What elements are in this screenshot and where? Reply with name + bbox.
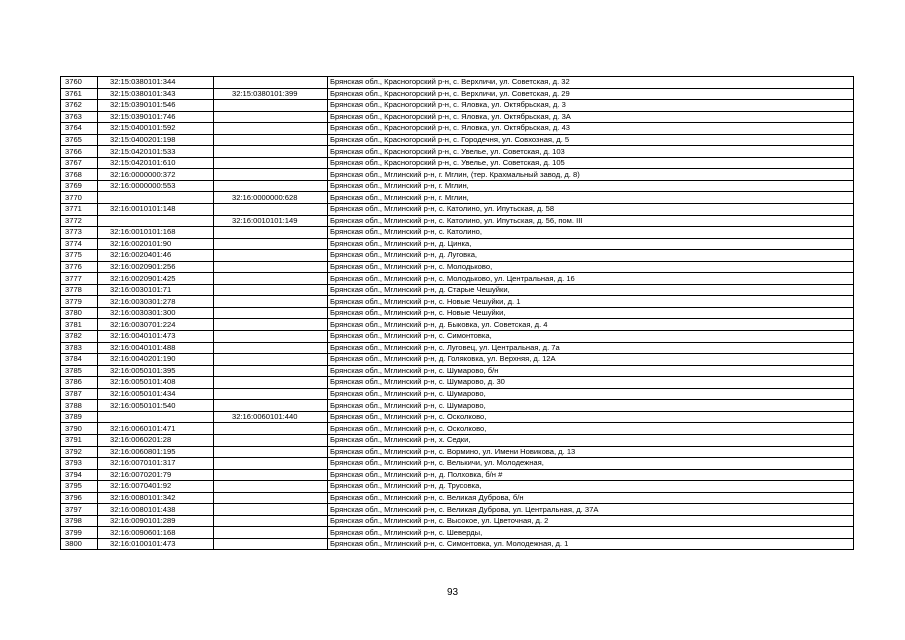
table-row <box>61 458 854 470</box>
cadastral-number-cell: 32:15:0400201:198 <box>98 134 214 146</box>
table-row <box>61 538 854 550</box>
table-row <box>61 342 854 354</box>
row-number-cell: 3798 <box>61 515 98 527</box>
table-row <box>61 238 854 250</box>
previous-cadastral-number-cell <box>214 388 328 400</box>
page-number: 93 <box>446 587 459 598</box>
address-cell: Брянская обл., Мглинский р-н, с. Велькичи, ул. Молодежная, <box>328 458 854 470</box>
previous-cadastral-number-cell <box>214 238 328 250</box>
row-number-cell: 3793 <box>61 458 98 470</box>
previous-cadastral-number-cell <box>214 180 328 192</box>
cadastral-number-cell: 32:16:0060101:471 <box>98 423 214 435</box>
address-cell: Брянская обл., Красногорский р-н, с. Яловка, ул. Октябрьская, д. 43 <box>328 123 854 135</box>
table-row <box>61 515 854 527</box>
previous-cadastral-number-cell <box>214 469 328 481</box>
cadastral-number-cell: 32:16:0060801:195 <box>98 446 214 458</box>
table-row <box>61 492 854 504</box>
previous-cadastral-number-cell <box>214 423 328 435</box>
cadastral-number-cell: 32:15:0420101:610 <box>98 157 214 169</box>
previous-cadastral-number-cell <box>214 169 328 181</box>
row-number-cell: 3773 <box>61 227 98 239</box>
address-cell: Брянская обл., Мглинский р-н, д. Цинка, <box>328 238 854 250</box>
cadastral-number-cell: 32:16:0080101:438 <box>98 504 214 516</box>
cadastral-number-cell: 32:16:0030101:71 <box>98 284 214 296</box>
address-cell: Брянская обл., Мглинский р-н, с. Шумарово, <box>328 400 854 412</box>
table-row <box>61 261 854 273</box>
row-number-cell: 3764 <box>61 123 98 135</box>
table-row <box>61 100 854 112</box>
table-row <box>61 227 854 239</box>
previous-cadastral-number-cell <box>214 515 328 527</box>
previous-cadastral-number-cell: 32:15:0380101:399 <box>214 88 328 100</box>
cadastral-number-cell: 32:15:0400101:592 <box>98 123 214 135</box>
cadastral-number-cell: 32:16:0090101:289 <box>98 515 214 527</box>
address-cell: Брянская обл., Мглинский р-н, с. Католино, ул. Ипутьская, д. 58 <box>328 204 854 216</box>
table-row <box>61 296 854 308</box>
previous-cadastral-number-cell <box>214 527 328 539</box>
row-number-cell: 3779 <box>61 296 98 308</box>
address-cell: Брянская обл., Мглинский р-н, с. Шумарово, д. 30 <box>328 377 854 389</box>
row-number-cell: 3781 <box>61 319 98 331</box>
previous-cadastral-number-cell <box>214 146 328 158</box>
address-cell: Брянская обл., Мглинский р-н, с. Луговец, ул. Центральная, д. 7а <box>328 342 854 354</box>
property-table-body <box>61 77 854 550</box>
cadastral-number-cell: 32:16:0010101:168 <box>98 227 214 239</box>
table-row <box>61 307 854 319</box>
address-cell: Брянская обл., Красногорский р-н, с. Городечня, ул. Совхозная, д. 5 <box>328 134 854 146</box>
previous-cadastral-number-cell <box>214 331 328 343</box>
cadastral-number-cell: 32:16:0050101:395 <box>98 365 214 377</box>
address-cell: Брянская обл., Мглинский р-н, д. Старые Чешуйки, <box>328 284 854 296</box>
cadastral-number-cell: 32:15:0390101:546 <box>98 100 214 112</box>
row-number-cell: 3778 <box>61 284 98 296</box>
cadastral-number-cell: 32:16:0040201:190 <box>98 354 214 366</box>
previous-cadastral-number-cell <box>214 481 328 493</box>
previous-cadastral-number-cell <box>214 434 328 446</box>
row-number-cell: 3787 <box>61 388 98 400</box>
previous-cadastral-number-cell <box>214 227 328 239</box>
address-cell: Брянская обл., Мглинский р-н, с. Симонтовка, ул. Молодежная, д. 1 <box>328 538 854 550</box>
row-number-cell: 3789 <box>61 411 98 423</box>
address-cell: Брянская обл., Мглинский р-н, с. Шеверды, <box>328 527 854 539</box>
table-row <box>61 354 854 366</box>
address-cell: Брянская обл., Мглинский р-н, д. Луговка, <box>328 250 854 262</box>
address-cell: Брянская обл., Красногорский р-н, с. Увелье, ул. Советская, д. 103 <box>328 146 854 158</box>
cadastral-number-cell: 32:16:0000000:372 <box>98 169 214 181</box>
previous-cadastral-number-cell <box>214 458 328 470</box>
address-cell: Брянская обл., Мглинский р-н, г. Мглин, <box>328 180 854 192</box>
row-number-cell: 3794 <box>61 469 98 481</box>
table-row <box>61 169 854 181</box>
table-row <box>61 423 854 435</box>
row-number-cell: 3763 <box>61 111 98 123</box>
row-number-cell: 3760 <box>61 77 98 89</box>
table-row <box>61 77 854 89</box>
cadastral-number-cell: 32:16:0040101:488 <box>98 342 214 354</box>
row-number-cell: 3777 <box>61 273 98 285</box>
table-row <box>61 192 854 204</box>
row-number-cell: 3788 <box>61 400 98 412</box>
previous-cadastral-number-cell <box>214 319 328 331</box>
address-cell: Брянская обл., Мглинский р-н, с. Новые Чешуйки, д. 1 <box>328 296 854 308</box>
cadastral-number-cell: 32:16:0030301:278 <box>98 296 214 308</box>
cadastral-number-cell: 32:16:0060201:28 <box>98 434 214 446</box>
cadastral-number-cell: 32:16:0070101:317 <box>98 458 214 470</box>
address-cell: Брянская обл., Мглинский р-н, с. Шумарово, <box>328 388 854 400</box>
cadastral-number-cell: 32:16:0010101:148 <box>98 204 214 216</box>
address-cell: Брянская обл., Мглинский р-н, с. Симонтовка, <box>328 331 854 343</box>
table-row <box>61 273 854 285</box>
row-number-cell: 3791 <box>61 434 98 446</box>
cadastral-number-cell: 32:16:0070401:92 <box>98 481 214 493</box>
cadastral-number-cell: 32:16:0040101:473 <box>98 331 214 343</box>
table-row <box>61 481 854 493</box>
table-row <box>61 123 854 135</box>
table-row <box>61 250 854 262</box>
previous-cadastral-number-cell <box>214 354 328 366</box>
row-number-cell: 3762 <box>61 100 98 112</box>
row-number-cell: 3785 <box>61 365 98 377</box>
cadastral-number-cell: 32:15:0380101:343 <box>98 88 214 100</box>
table-row <box>61 400 854 412</box>
address-cell: Брянская обл., Мглинский р-н, с. Великая Дуброва, ул. Центральная, д. 37А <box>328 504 854 516</box>
previous-cadastral-number-cell <box>214 492 328 504</box>
row-number-cell: 3786 <box>61 377 98 389</box>
row-number-cell: 3795 <box>61 481 98 493</box>
row-number-cell: 3790 <box>61 423 98 435</box>
previous-cadastral-number-cell <box>214 111 328 123</box>
previous-cadastral-number-cell: 32:16:0060101:440 <box>214 411 328 423</box>
row-number-cell: 3761 <box>61 88 98 100</box>
table-row <box>61 204 854 216</box>
row-number-cell: 3782 <box>61 331 98 343</box>
cadastral-number-cell: 32:15:0420101:533 <box>98 146 214 158</box>
previous-cadastral-number-cell <box>214 400 328 412</box>
previous-cadastral-number-cell <box>214 284 328 296</box>
cadastral-number-cell: 32:16:0100101:473 <box>98 538 214 550</box>
previous-cadastral-number-cell <box>214 377 328 389</box>
address-cell: Брянская обл., Красногорский р-н, с. Яловка, ул. Октябрьская, д. 3 <box>328 100 854 112</box>
address-cell: Брянская обл., Мглинский р-н, г. Мглин, <box>328 192 854 204</box>
cadastral-number-cell <box>98 192 214 204</box>
previous-cadastral-number-cell <box>214 123 328 135</box>
table-row <box>61 365 854 377</box>
address-cell: Брянская обл., Мглинский р-н, с. Осколково, <box>328 423 854 435</box>
table-row <box>61 157 854 169</box>
row-number-cell: 3797 <box>61 504 98 516</box>
table-row <box>61 284 854 296</box>
cadastral-number-cell <box>98 215 214 227</box>
row-number-cell: 3775 <box>61 250 98 262</box>
previous-cadastral-number-cell <box>214 365 328 377</box>
row-number-cell: 3767 <box>61 157 98 169</box>
cadastral-number-cell: 32:16:0020901:256 <box>98 261 214 273</box>
previous-cadastral-number-cell <box>214 204 328 216</box>
row-number-cell: 3771 <box>61 204 98 216</box>
address-cell: Брянская обл., Красногорский р-н, с. Верхличи, ул. Советская, д. 29 <box>328 88 854 100</box>
cadastral-number-cell: 32:16:0020101:90 <box>98 238 214 250</box>
table-row <box>61 527 854 539</box>
address-cell: Брянская обл., Мглинский р-н, с. Осколково, <box>328 411 854 423</box>
address-cell: Брянская обл., Мглинский р-н, х. Седки, <box>328 434 854 446</box>
address-cell: Брянская обл., Мглинский р-н, д. Голяковка, ул. Верхняя, д. 12А <box>328 354 854 366</box>
previous-cadastral-number-cell <box>214 307 328 319</box>
cadastral-number-cell: 32:16:0050101:408 <box>98 377 214 389</box>
address-cell: Брянская обл., Мглинский р-н, с. Молодьково, ул. Центральная, д. 16 <box>328 273 854 285</box>
previous-cadastral-number-cell <box>214 100 328 112</box>
cadastral-number-cell: 32:16:0030701:224 <box>98 319 214 331</box>
address-cell: Брянская обл., Красногорский р-н, с. Увелье, ул. Советская, д. 105 <box>328 157 854 169</box>
address-cell: Брянская обл., Мглинский р-н, с. Великая Дуброва, б/н <box>328 492 854 504</box>
row-number-cell: 3776 <box>61 261 98 273</box>
cadastral-number-cell: 32:16:0030301:300 <box>98 307 214 319</box>
table-row <box>61 434 854 446</box>
address-cell: Брянская обл., Мглинский р-н, г. Мглин, (тер. Крахмальный завод, д. 8) <box>328 169 854 181</box>
table-row <box>61 215 854 227</box>
table-row <box>61 411 854 423</box>
previous-cadastral-number-cell <box>214 134 328 146</box>
address-cell: Брянская обл., Мглинский р-н, с. Католино, ул. Ипутьская, д. 56, пом. III <box>328 215 854 227</box>
address-cell: Брянская обл., Мглинский р-н, с. Высокое, ул. Цветочная, д. 2 <box>328 515 854 527</box>
row-number-cell: 3783 <box>61 342 98 354</box>
cadastral-number-cell <box>98 411 214 423</box>
property-table <box>60 76 854 550</box>
row-number-cell: 3784 <box>61 354 98 366</box>
cadastral-number-cell: 32:15:0380101:344 <box>98 77 214 89</box>
previous-cadastral-number-cell <box>214 538 328 550</box>
address-cell: Брянская обл., Мглинский р-н, с. Католино, <box>328 227 854 239</box>
row-number-cell: 3800 <box>61 538 98 550</box>
row-number-cell: 3765 <box>61 134 98 146</box>
table-row <box>61 377 854 389</box>
row-number-cell: 3774 <box>61 238 98 250</box>
address-cell: Брянская обл., Мглинский р-н, с. Новые Чешуйки, <box>328 307 854 319</box>
previous-cadastral-number-cell <box>214 157 328 169</box>
cadastral-number-cell: 32:16:0020901:425 <box>98 273 214 285</box>
previous-cadastral-number-cell <box>214 261 328 273</box>
previous-cadastral-number-cell <box>214 250 328 262</box>
table-row <box>61 146 854 158</box>
table-row <box>61 88 854 100</box>
table-row <box>61 331 854 343</box>
row-number-cell: 3792 <box>61 446 98 458</box>
previous-cadastral-number-cell <box>214 342 328 354</box>
row-number-cell: 3766 <box>61 146 98 158</box>
address-cell: Брянская обл., Красногорский р-н, с. Верхличи, ул. Советская, д. 32 <box>328 77 854 89</box>
address-cell: Брянская обл., Мглинский р-н, д. Трусовка, <box>328 481 854 493</box>
table-row <box>61 504 854 516</box>
table-row <box>61 388 854 400</box>
previous-cadastral-number-cell: 32:16:0000000:628 <box>214 192 328 204</box>
address-cell: Брянская обл., Мглинский р-н, с. Вормино, ул. Имени Новикова, д. 13 <box>328 446 854 458</box>
table-row <box>61 111 854 123</box>
table-row <box>61 134 854 146</box>
table-row <box>61 319 854 331</box>
address-cell: Брянская обл., Мглинский р-н, д. Полховка, б/н # <box>328 469 854 481</box>
cadastral-number-cell: 32:16:0080101:342 <box>98 492 214 504</box>
row-number-cell: 3768 <box>61 169 98 181</box>
row-number-cell: 3799 <box>61 527 98 539</box>
previous-cadastral-number-cell <box>214 273 328 285</box>
cadastral-number-cell: 32:15:0390101:746 <box>98 111 214 123</box>
cadastral-number-cell: 32:16:0020401:46 <box>98 250 214 262</box>
table-row <box>61 446 854 458</box>
row-number-cell: 3770 <box>61 192 98 204</box>
previous-cadastral-number-cell <box>214 446 328 458</box>
address-cell: Брянская обл., Мглинский р-н, с. Шумарово, б/н <box>328 365 854 377</box>
address-cell: Брянская обл., Мглинский р-н, с. Молодьково, <box>328 261 854 273</box>
table-row <box>61 180 854 192</box>
row-number-cell: 3780 <box>61 307 98 319</box>
cadastral-number-cell: 32:16:0050101:434 <box>98 388 214 400</box>
previous-cadastral-number-cell <box>214 296 328 308</box>
table-row <box>61 469 854 481</box>
previous-cadastral-number-cell <box>214 77 328 89</box>
address-cell: Брянская обл., Красногорский р-н, с. Яловка, ул. Октябрьская, д. 3А <box>328 111 854 123</box>
cadastral-number-cell: 32:16:0050101:540 <box>98 400 214 412</box>
row-number-cell: 3769 <box>61 180 98 192</box>
cadastral-number-cell: 32:16:0090601:168 <box>98 527 214 539</box>
row-number-cell: 3772 <box>61 215 98 227</box>
cadastral-number-cell: 32:16:0000000:553 <box>98 180 214 192</box>
previous-cadastral-number-cell <box>214 504 328 516</box>
row-number-cell: 3796 <box>61 492 98 504</box>
address-cell: Брянская обл., Мглинский р-н, д. Быковка, ул. Советская, д. 4 <box>328 319 854 331</box>
cadastral-number-cell: 32:16:0070201:79 <box>98 469 214 481</box>
previous-cadastral-number-cell: 32:16:0010101:149 <box>214 215 328 227</box>
